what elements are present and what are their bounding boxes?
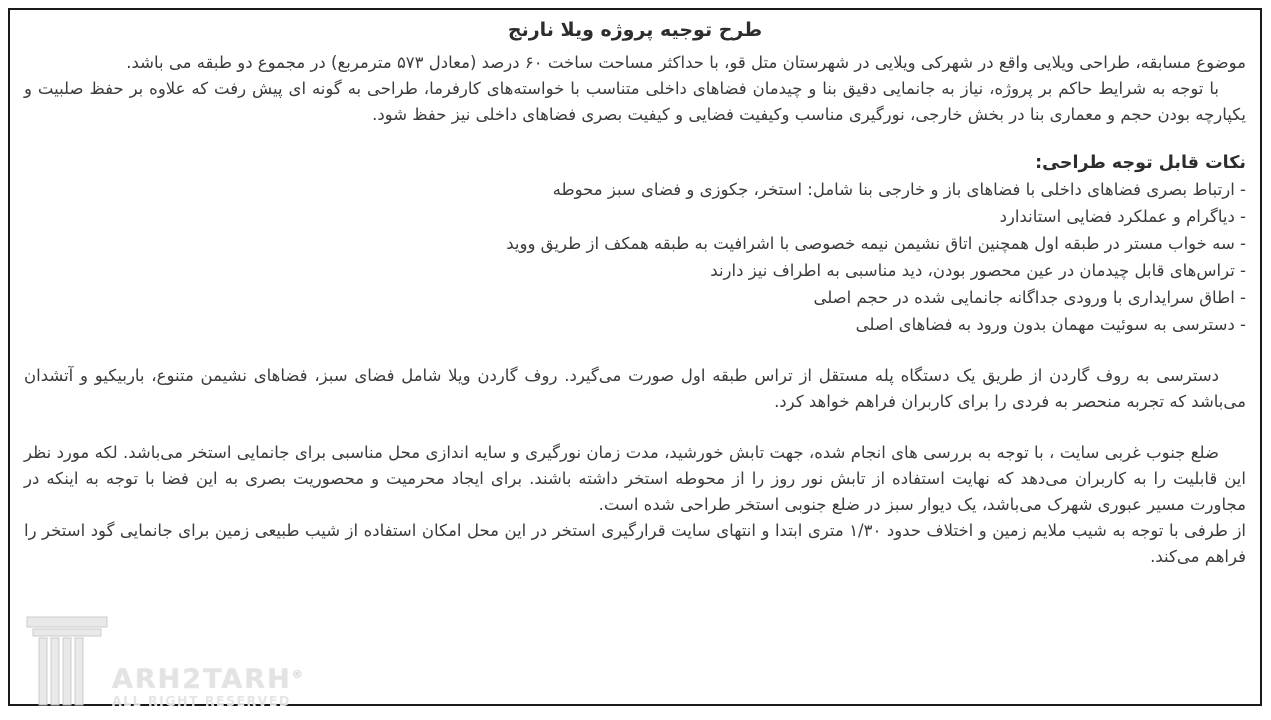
- paragraph-site-analysis: ضلع جنوب غربی سایت ، با توجه به بررسی های انجام شده، جهت تابش خورشید، مدت زمان نورگیری و سایه اندازی محل مناسبی برای جانمایی استخر می‌باشد. لکه مورد نظر این قابلیت را به کاربران می‌دهد که نهایت استفاده از تابش نور روز را از محوطه استخر داشته باشند. برای ایجاد محرمیت و محصوریت بصری به این فضا با توجه به اینکه در مجاورت مسیر عبوری شهرک می‌باشد، یک دیوار سبز در ضلع جنوبی استخر طراحی شده است.: [24, 443, 1246, 514]
- paragraph-roof-garden: دسترسی به روف گاردن از طریق یک دستگاه پله مستقل از تراس طبقه اول صورت می‌گیرد. روف گاردن ویلا شامل فضای سبز، فضاهای نشیمن متنوع، باربیکیو و آتشدان می‌باشد که تجربه منحصر به فردی را برای کاربران فراهم خواهد کرد.: [24, 366, 1246, 411]
- paragraph-slope: از طرفی با توجه به شیب ملایم زمین و اختلاف حدود ۱/۳۰ متری ابتدا و انتهای سایت قرارگیری استخر در این محل امکان استفاده از شیب طبیعی زمین برای جانمایی گود استخر را فراهم می‌کند.: [24, 521, 1246, 566]
- notes-heading: نکات قابل توجه طراحی:: [1035, 153, 1246, 173]
- page-title: طرح توجیه پروژه ویلا نارنج: [507, 19, 763, 41]
- document-frame: [8, 8, 1262, 706]
- note-item: - سه خواب مستر در طبقه اول همچنین اتاق نشیمن نیمه خصوصی با اشرافیت به طبقه همکف از طریق ووید: [506, 234, 1246, 253]
- note-item: - تراس‌های قابل چیدمان در عین محصور بودن، دید مناسبی به اطراف نیز دارند: [710, 261, 1246, 280]
- note-item: - اطاق سرایداری با ورودی جداگانه جانمایی شده در حجم اصلی: [813, 288, 1246, 307]
- paragraph-approach: با توجه به شرایط حاکم بر پروژه، نیاز به جانمایی دقیق بنا و چیدمان فضاهای داخلی متناسب با خواسته‌های کارفرما، طراحی به گونه ای پیش رفت که علاوه بر حفظ صلبیت و یکپارچه بودن حجم و معماری بنا در بخش خارجی، نورگیری مناسب وکیفیت فضایی و کیفیت بصری فضاهای داخلی نیز حفظ شود.: [24, 79, 1246, 124]
- note-item: - ارتباط بصری فضاهای داخلی با فضاهای باز و خارجی بنا شامل: استخر، جکوزی و فضای سبز محوطه: [552, 180, 1246, 199]
- registered-mark: ®: [291, 668, 305, 681]
- watermark-caption: ALL RIGHT RESERVED: [112, 693, 291, 708]
- note-item: - دسترسی به سوئیت مهمان بدون ورود به فضاهای اصلی: [855, 315, 1246, 334]
- watermark-brand: ARH2TARH®: [112, 664, 305, 695]
- notes-list: [24, 176, 1246, 338]
- paragraph-intro: موضوع مسابقه، طراحی ویلایی واقع در شهرکی ویلایی در شهرستان متل قو، با حداکثر مساحت ساخت ۶۰ درصد (معادل ۵۷۳ مترمربع) در مجموع دو طبقه می باشد.: [126, 53, 1246, 72]
- note-item: - دیاگرام و عملکرد فضایی استاندارد: [999, 207, 1246, 226]
